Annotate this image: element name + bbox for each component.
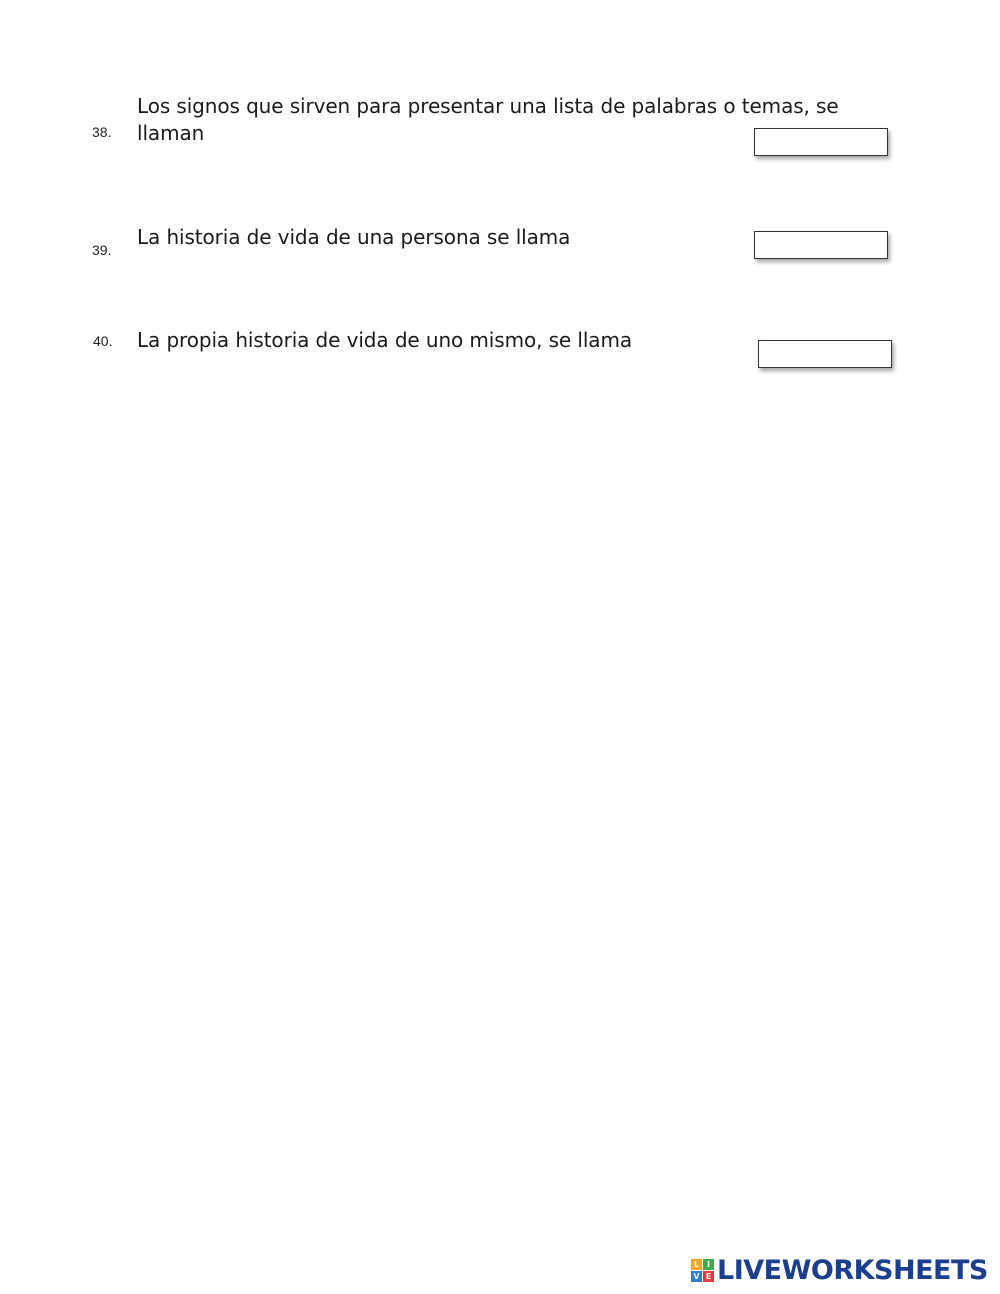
liveworksheets-logo	[691, 1255, 988, 1285]
liveworksheets-logo-icon	[691, 1259, 714, 1282]
question-39-number: 39.	[92, 242, 112, 258]
question-38-answer-input[interactable]	[754, 128, 888, 156]
question-39-answer-input[interactable]	[754, 231, 888, 259]
question-39-text: La historia de vida de una persona se llama	[137, 225, 571, 249]
liveworksheets-logo-text: LIVEWORKSHEETS	[717, 1254, 988, 1286]
logo-icon-cell: I	[703, 1259, 714, 1270]
question-40-answer-input[interactable]	[758, 340, 892, 368]
question-38-number: 38.	[92, 124, 112, 140]
question-40-text: La propia historia de vida de uno mismo, se llama	[137, 328, 633, 352]
logo-icon-cell: L	[691, 1259, 702, 1270]
question-40-number: 40.	[93, 333, 113, 349]
logo-icon-cell: E	[703, 1271, 714, 1282]
question-38-text: Los signos que sirven para presentar una lista de palabras o temas, se llaman	[137, 94, 839, 145]
logo-icon-cell: V	[691, 1271, 702, 1282]
